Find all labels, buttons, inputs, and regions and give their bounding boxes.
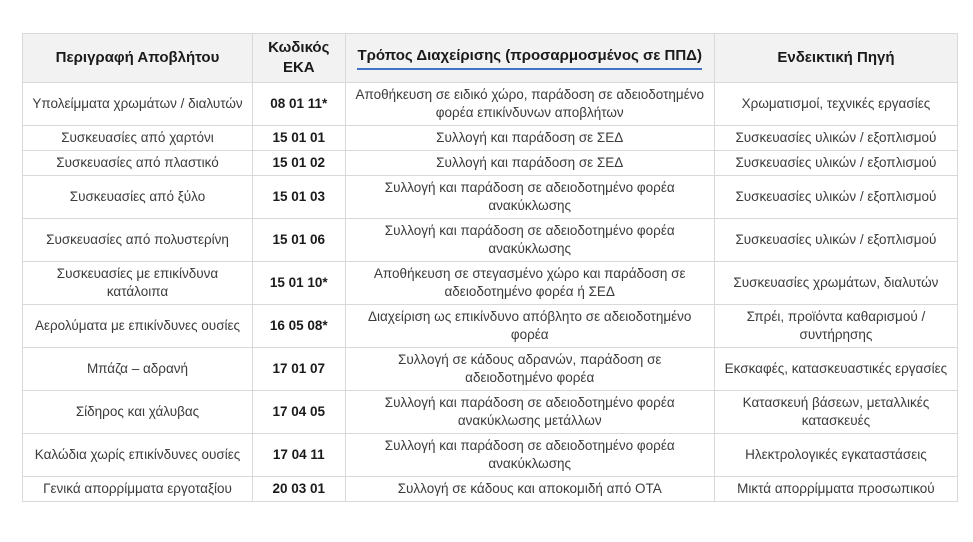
- column-header-label-code: Κωδικός ΕΚΑ: [268, 39, 330, 76]
- table-cell-source: Χρωματισμοί, τεχνικές εργασίες: [714, 83, 957, 126]
- table-cell-management: Συλλογή και παράδοση σε αδειοδοτημένο φορέα ανακύκλωσης: [345, 176, 714, 219]
- table-cell-description: Συσκευασίες με επικίνδυνα κατάλοιπα: [23, 262, 253, 305]
- waste-table-header-row: [23, 34, 958, 83]
- table-cell-management: Συλλογή και παράδοση σε ΣΕΔ: [345, 126, 714, 151]
- waste-table-head: [23, 34, 958, 83]
- table-cell-source: Συσκευασίες υλικών / εξοπλισμού: [714, 126, 957, 151]
- table-cell-code: 17 04 11: [253, 434, 346, 477]
- column-header-code: [253, 34, 346, 83]
- table-cell-management: Αποθήκευση σε στεγασμένο χώρο και παράδοση σε αδειοδοτημένο φορέα ή ΣΕΔ: [345, 262, 714, 305]
- table-cell-source: Συσκευασίες υλικών / εξοπλισμού: [714, 151, 957, 176]
- table-row: [23, 305, 958, 348]
- waste-table-body: [23, 83, 958, 502]
- waste-table: [22, 33, 958, 502]
- table-cell-management: Συλλογή και παράδοση σε αδειοδοτημένο φορέα ανακύκλωσης: [345, 434, 714, 477]
- table-cell-source: Σπρέι, προϊόντα καθαρισμού / συντήρησης: [714, 305, 957, 348]
- table-row: [23, 477, 958, 502]
- column-header-label-description: Περιγραφή Αποβλήτου: [55, 49, 220, 66]
- table-cell-description: Συσκευασίες από πολυστερίνη: [23, 219, 253, 262]
- table-cell-source: Συσκευασίες υλικών / εξοπλισμού: [714, 219, 957, 262]
- table-cell-code: 16 05 08*: [253, 305, 346, 348]
- table-cell-code: 20 03 01: [253, 477, 346, 502]
- table-cell-source: Ηλεκτρολογικές εγκαταστάσεις: [714, 434, 957, 477]
- table-cell-source: Εκσκαφές, κατασκευαστικές εργασίες: [714, 348, 957, 391]
- table-cell-code: 15 01 03: [253, 176, 346, 219]
- table-cell-description: Μπάζα – αδρανή: [23, 348, 253, 391]
- table-cell-description: Αερολύματα με επικίνδυνες ουσίες: [23, 305, 253, 348]
- table-cell-management: Συλλογή σε κάδους και αποκομιδή από ΟΤΑ: [345, 477, 714, 502]
- column-header-management: [345, 34, 714, 83]
- table-cell-description: Σίδηρος και χάλυβας: [23, 391, 253, 434]
- table-row: [23, 151, 958, 176]
- table-cell-management: Συλλογή και παράδοση σε αδειοδοτημένο φορέα ανακύκλωσης: [345, 219, 714, 262]
- table-cell-description: Συσκευασίες από πλαστικό: [23, 151, 253, 176]
- table-row: [23, 434, 958, 477]
- column-header-label-source: Ενδεικτική Πηγή: [777, 49, 895, 66]
- table-cell-code: 15 01 01: [253, 126, 346, 151]
- table-row: [23, 176, 958, 219]
- table-cell-management: Συλλογή και παράδοση σε αδειοδοτημένο φορέα ανακύκλωσης μετάλλων: [345, 391, 714, 434]
- table-cell-management: Συλλογή σε κάδους αδρανών, παράδοση σε αδειοδοτημένο φορέα: [345, 348, 714, 391]
- table-cell-description: Συσκευασίες από ξύλο: [23, 176, 253, 219]
- table-cell-code: 17 04 05: [253, 391, 346, 434]
- table-cell-description: Υπολείμματα χρωμάτων / διαλυτών: [23, 83, 253, 126]
- table-cell-source: Μικτά απορρίμματα προσωπικού: [714, 477, 957, 502]
- table-cell-source: Συσκευασίες υλικών / εξοπλισμού: [714, 176, 957, 219]
- table-cell-management: Διαχείριση ως επικίνδυνο απόβλητο σε αδειοδοτημένο φορέα: [345, 305, 714, 348]
- table-row: [23, 126, 958, 151]
- table-row: [23, 219, 958, 262]
- table-row: [23, 348, 958, 391]
- table-cell-description: Καλώδια χωρίς επικίνδυνες ουσίες: [23, 434, 253, 477]
- waste-table-container: [22, 33, 958, 502]
- table-cell-code: 17 01 07: [253, 348, 346, 391]
- column-header-source: [714, 34, 957, 83]
- table-cell-code: 08 01 11*: [253, 83, 346, 126]
- table-cell-code: 15 01 10*: [253, 262, 346, 305]
- table-row: [23, 391, 958, 434]
- table-row: [23, 83, 958, 126]
- table-row: [23, 262, 958, 305]
- table-cell-description: Γενικά απορρίμματα εργοταξίου: [23, 477, 253, 502]
- table-cell-code: 15 01 02: [253, 151, 346, 176]
- column-header-description: [23, 34, 253, 83]
- table-cell-description: Συσκευασίες από χαρτόνι: [23, 126, 253, 151]
- table-cell-management: Αποθήκευση σε ειδικό χώρο, παράδοση σε αδειοδοτημένο φορέα επικίνδυνων αποβλήτων: [345, 83, 714, 126]
- table-cell-source: Κατασκευή βάσεων, μεταλλικές κατασκευές: [714, 391, 957, 434]
- table-cell-management: Συλλογή και παράδοση σε ΣΕΔ: [345, 151, 714, 176]
- table-cell-code: 15 01 06: [253, 219, 346, 262]
- column-header-label-management: Τρόπος Διαχείρισης (προσαρμοσμένος σε ΠΠΔ): [357, 46, 701, 70]
- table-cell-source: Συσκευασίες χρωμάτων, διαλυτών: [714, 262, 957, 305]
